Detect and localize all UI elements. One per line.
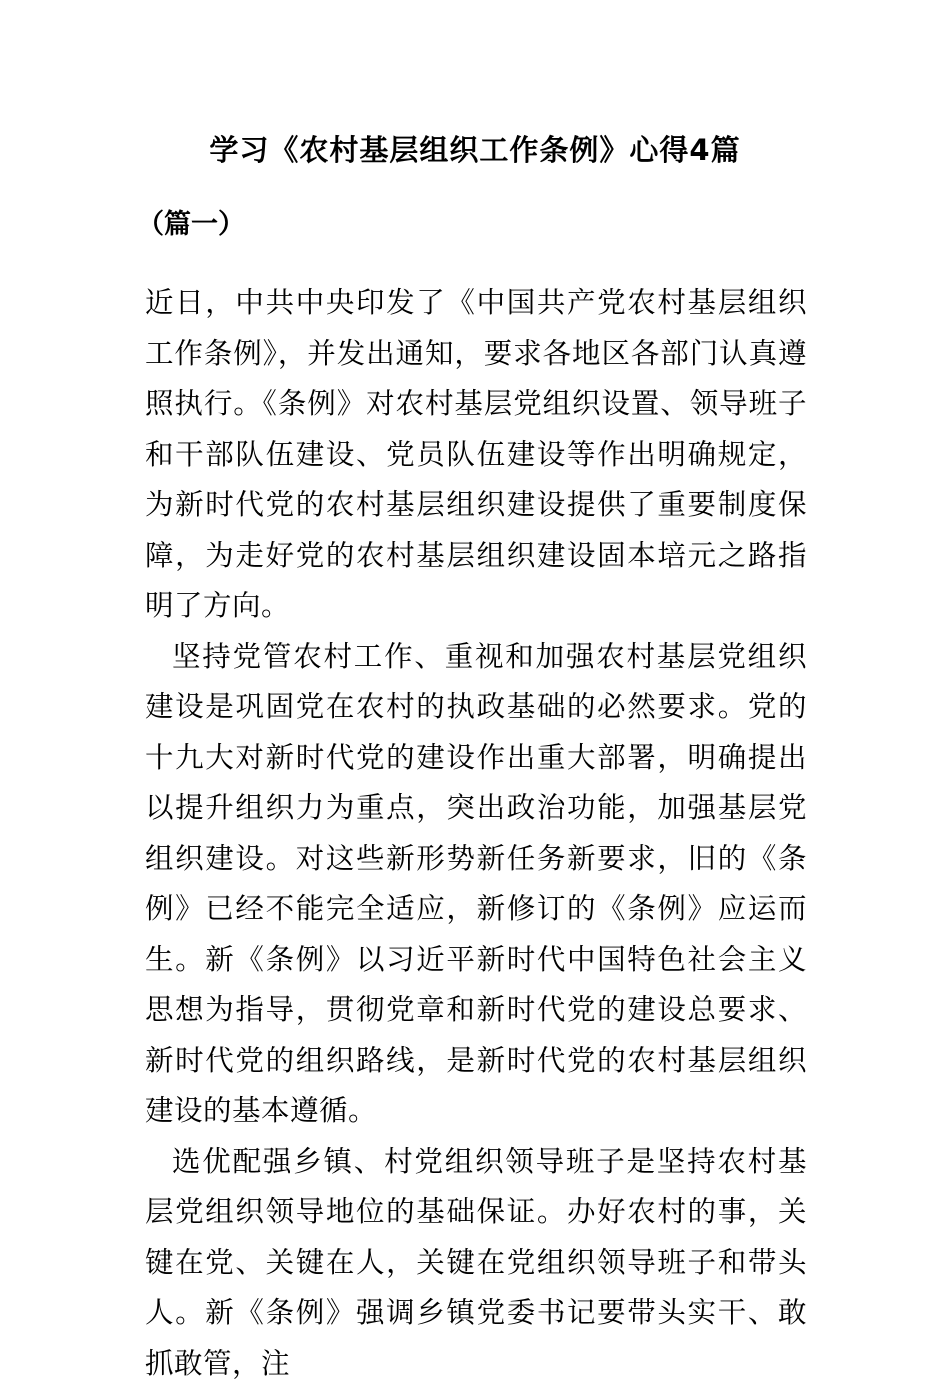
paragraph-3: 选优配强乡镇、村党组织领导班子是坚持农村基层党组织领导地位的基础保证。办好农村的事，关键在党、关键在人，关键在党组织领导班子和带头人。新《条例》强调乡镇党委书记要带头实干、敢抓敢管，注 bbox=[145, 1137, 807, 1389]
paragraph-1: 近日，中共中央印发了《中国共产党农村基层组织工作条例》，并发出通知，要求各地区各部门认真遵照执行。《条例》对农村基层党组织设置、领导班子和干部队伍建设、党员队伍建设等作出明确规定，为新时代党的农村基层组织建设提供了重要制度保障，为走好党的农村基层组织建设固本培元之路指明了方向。 bbox=[145, 278, 807, 632]
section-label: （篇一） bbox=[137, 205, 245, 245]
document-title: 学习《农村基层组织工作条例》心得4篇 bbox=[0, 128, 950, 172]
document-body bbox=[145, 278, 807, 1389]
paragraph-2: 坚持党管农村工作、重视和加强农村基层党组织建设是巩固党在农村的执政基础的必然要求。党的十九大对新时代党的建设作出重大部署，明确提出以提升组织力为重点，突出政治功能，加强基层党组织建设。对这些新形势新任务新要求，旧的《条例》已经不能完全适应，新修订的《条例》应运而生。新《条例》以习近平新时代中国特色社会主义思想为指导，贯彻党章和新时代党的建设总要求、新时代党的组织路线，是新时代党的农村基层组织建设的基本遵循。 bbox=[145, 632, 807, 1137]
